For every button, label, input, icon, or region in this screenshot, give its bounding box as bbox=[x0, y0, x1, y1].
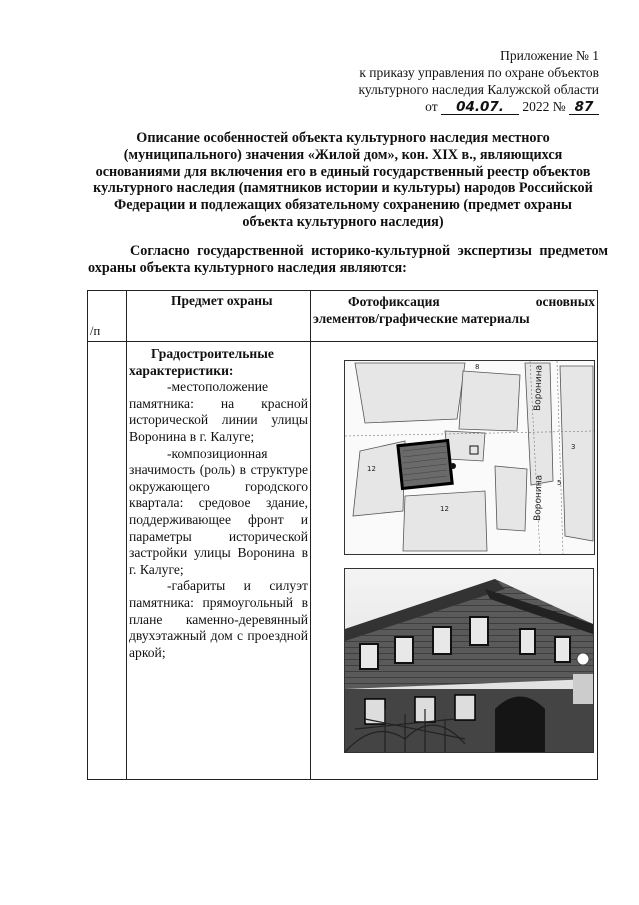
header-subject-label: Предмет охраны bbox=[171, 293, 273, 308]
map-lot-label: 3 bbox=[571, 443, 576, 451]
map-lot-label: 5 bbox=[557, 479, 562, 487]
header-subject-cell bbox=[127, 291, 311, 342]
map-lot-label: 12 bbox=[367, 465, 376, 473]
number-sign: № bbox=[552, 99, 566, 114]
annex-date-line bbox=[299, 98, 599, 115]
header-photo-cell bbox=[311, 291, 598, 342]
annex-line-3: культурного наследия Калужской области bbox=[358, 82, 599, 97]
row-number-cell bbox=[88, 342, 127, 780]
map-street-label: Воронина bbox=[533, 364, 545, 412]
annex-line-1: Приложение № 1 bbox=[500, 48, 599, 63]
map-lot-label: 12 bbox=[440, 505, 449, 513]
title-line-2: (муниципального) значения «Жилой дом», кон. XIX в., являющихся bbox=[123, 146, 563, 163]
header-photo-line-2: элементов/графические материалы bbox=[313, 311, 530, 326]
building-photo bbox=[344, 568, 594, 753]
header-photo-word-1: Фотофиксация bbox=[348, 294, 440, 309]
title-line-5: Федерации и подлежащих обязательному сохранению (предмет охраны bbox=[114, 197, 572, 214]
annex-line-2: к приказу управления по охране объектов bbox=[359, 65, 599, 80]
handwritten-number: 87 bbox=[569, 101, 599, 115]
table-header-row bbox=[88, 291, 598, 342]
title-line-3: основаниями для включения его в единый государственный реестр объектов bbox=[95, 163, 591, 180]
title-line-4: культурного наследия (памятников истории и культуры) народов Российской bbox=[93, 180, 593, 197]
row-subject-cell bbox=[127, 342, 311, 780]
header-number-label: /п bbox=[90, 324, 101, 338]
title-line-1: Описание особенностей объекта культурного наследия местного bbox=[136, 130, 550, 146]
building-photo-drawing bbox=[345, 569, 593, 752]
header-photo-word-2: основных bbox=[535, 294, 595, 309]
year: 2022 bbox=[522, 99, 550, 114]
row-paragraph-composition: -композиционная значимость (роль) в структуре окружающего городского квартала: средовое здание, поддерживающее фронт и параметры исторической застройки улицы Воронина в г. Калуге; bbox=[129, 445, 308, 577]
map-street-label-2: Воронина bbox=[533, 474, 545, 522]
row-heading: Градостроительные характеристики: bbox=[129, 346, 274, 378]
annex-header bbox=[299, 47, 599, 115]
title-line-6: объекта культурного наследия) bbox=[242, 213, 444, 230]
row-paragraph-dimensions: -габариты и силуэт памятника: прямоугольный в плане каменно-деревянный двухэтажный дом с проездной аркой; bbox=[129, 578, 308, 660]
document-title bbox=[78, 130, 608, 231]
site-plan-drawing bbox=[345, 361, 594, 554]
map-lot-label: 8 bbox=[475, 363, 480, 371]
site-plan-map bbox=[344, 360, 595, 555]
intro-paragraph: Согласно государственной историко-культурной экспертизы предметом охраны объекта культурного наследия являются: bbox=[88, 243, 608, 276]
header-number-cell bbox=[88, 291, 127, 342]
date-prefix: от bbox=[425, 99, 438, 114]
map-point-icon bbox=[450, 463, 456, 469]
handwritten-date: 04.07. bbox=[441, 101, 519, 115]
row-paragraph-location: -местоположение памятника: на красной исторической линии улицы Воронина в г. Калуге; bbox=[129, 379, 308, 444]
